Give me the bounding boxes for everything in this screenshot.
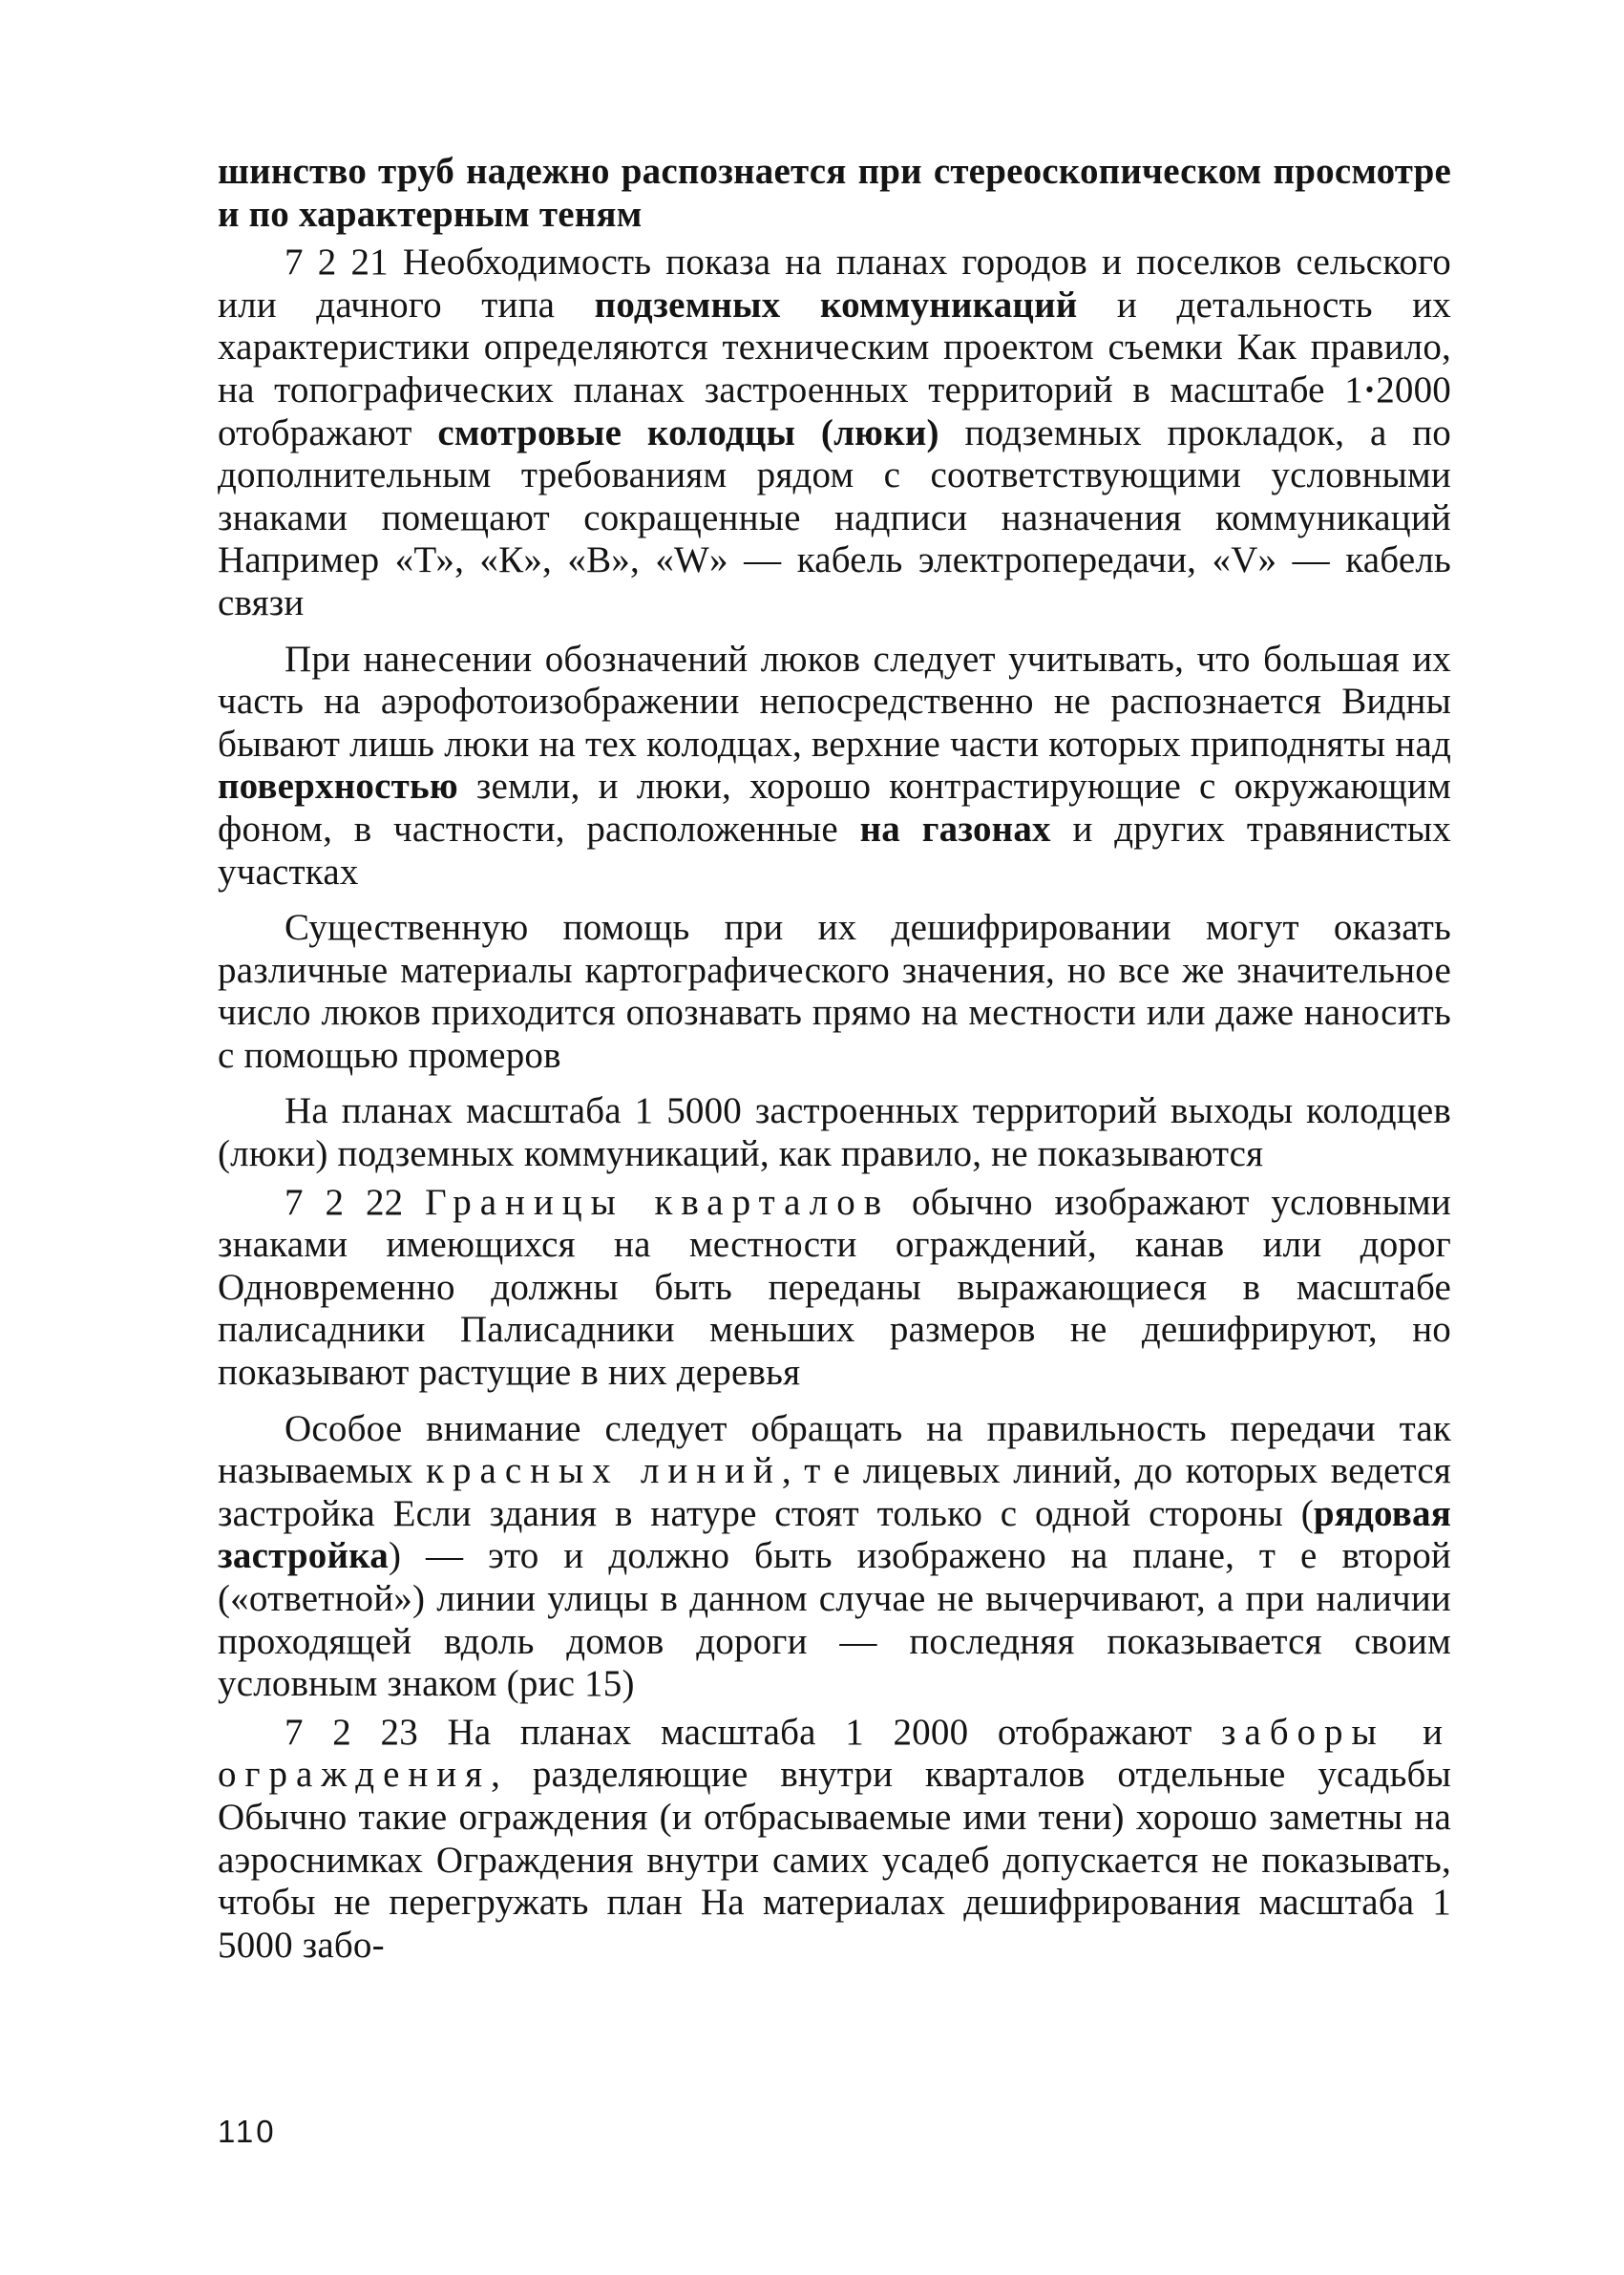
paragraph-p3 xyxy=(218,639,1451,895)
text-run: на газонах xyxy=(859,808,1051,850)
text-run: и детальность их характеристики определяются техническим проектом съемки Как правило, на топографических планах застроенных территорий в масштабе 1 xyxy=(218,284,1451,411)
text-run: и других травянистых участках xyxy=(218,808,1452,893)
paragraph-p5 xyxy=(218,1090,1451,1175)
paragraph-p6 xyxy=(218,1182,1451,1395)
text-run: смотровые колодцы (люки) xyxy=(437,411,939,453)
page-body xyxy=(218,151,1451,1967)
text-run: заборы и ограждения xyxy=(218,1711,1451,1796)
text-run: красных линий xyxy=(426,1450,782,1492)
paragraph-p1 xyxy=(218,151,1451,236)
text-run: Границы кварталов xyxy=(425,1181,891,1223)
text-run: 7 2 22 xyxy=(285,1181,426,1223)
text-run: подземных коммуникаций xyxy=(594,284,1078,326)
text-run: При нанесении обозначений люков следует учитывать, что большая их часть на аэрофотоизображении непосредственно не распознается Видны бывают лишь люки на тех колодцах, верхние части которых приподняты над xyxy=(218,638,1451,765)
text-run: земли, и люки, хорошо контрастирующие с окружающим фоном, в частности, расположенные xyxy=(218,766,1451,850)
text-run: , разделяющие внутри кварталов отдельные усадьбы Обычно такие ограждения (и отбрасываемые ими тени) хорошо заметны на аэроснимках Ограждения внутри самих усадеб допускается не показывать, чтобы не перегружать план На материалах дешифрирования масштаба 1 5000 забо- xyxy=(218,1754,1451,1966)
text-run: Существенную помощь при их дешифрировании могут оказать различные материалы картографического значения, но все же значительное число люков приходится опознавать прямо на местности или даже наносить с помощью промеров xyxy=(218,907,1451,1076)
text-run: 2000 отображают xyxy=(218,369,1451,453)
paragraph-p4 xyxy=(218,907,1451,1077)
paragraph-p2 xyxy=(218,242,1451,624)
text-run: подземных прокладок, а по дополнительным требованиям рядом с соответствующими условными знаками помещают сокращенные надписи назначения коммуникаций Например «Т», «К», «В», «W» — кабель электропередачи, «V» — кабель связи xyxy=(218,411,1451,623)
text-run: ) — это и должно быть изображено на плане, т е второй («ответной») линии улицы в данном случае не вычерчивают, а при наличии проходящей вдоль домов дороги — последняя показывается своим условным знаком (рис 15) xyxy=(218,1535,1451,1705)
text-run: 7 2 21 Необходимость показа на планах городов и поселков сельского или дачного типа xyxy=(218,242,1451,326)
text-run: Особое внимание следует обращать на правильность передачи так называемых xyxy=(218,1407,1451,1492)
text-run: На планах масштаба 1 5000 застроенных территорий выходы колодцев (люки) подземных коммуникаций, как правило, не показываются xyxy=(218,1090,1451,1175)
text-run: обычно изображают условными знаками имеющихся на местности ограждений, канав или дорог Одновременно должны быть переданы выражающиеся в масштабе палисадники Палисадники меньших размеров не дешифрируют, но показывают растущие в них деревья xyxy=(218,1181,1451,1394)
text-run: рядовая застройка xyxy=(218,1492,1451,1577)
text-run: поверхностью xyxy=(218,766,458,808)
paragraph-p7 xyxy=(218,1408,1451,1706)
text-run: · xyxy=(1362,369,1377,411)
paragraph-p8 xyxy=(218,1712,1451,1968)
text-run: , т е лицевых линий, до которых ведется застройка Если здания в натуре стоят только с одной стороны ( xyxy=(218,1450,1451,1534)
page-number: 110 xyxy=(218,2114,277,2149)
text-run: 7 2 23 На планах масштаба 1 2000 отображают xyxy=(285,1711,1221,1753)
text-run: шинство труб надежно распознается при стереоскопическом просмотре и по характерным теням xyxy=(218,151,1451,235)
